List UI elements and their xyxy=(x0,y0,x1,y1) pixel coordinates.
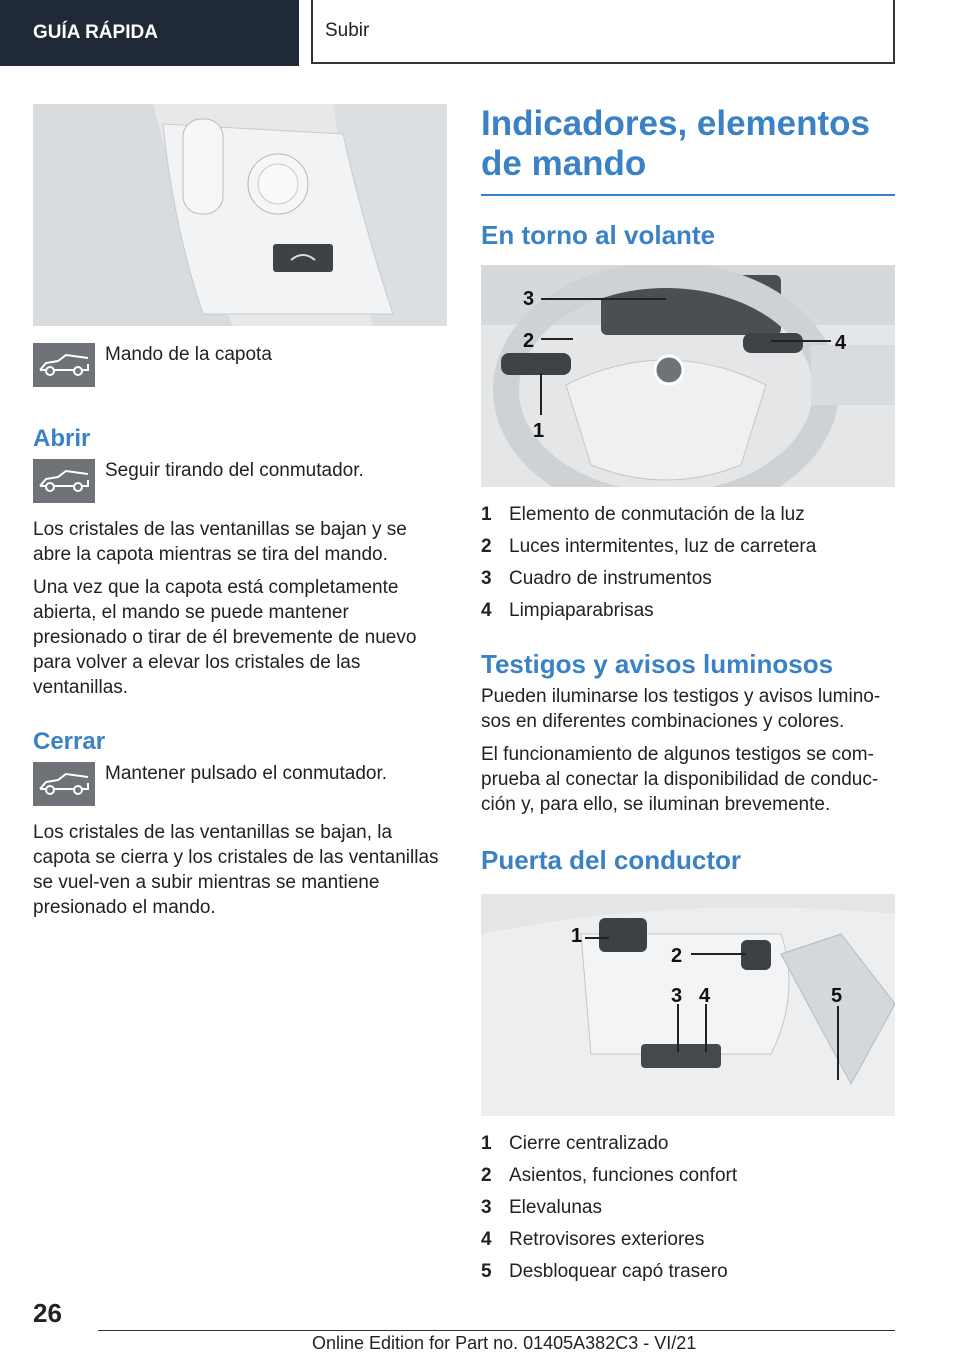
abrir-icon-row xyxy=(33,459,447,503)
callout-4: 4 xyxy=(699,985,711,1007)
convertible-car-icon xyxy=(33,459,95,503)
testigos-paragraph-1: Pueden iluminarse los testigos y avisos lumino-sos en diferentes combinaciones y colores. xyxy=(481,686,881,732)
callout-5: 5 xyxy=(831,985,843,1007)
abrir-paragraph-2: Una vez que la capota está completamente abierta, el mando se puede mantener presionado o tirar de él brevemente de nuevo para volver a elevar los cristales de las ventanillas. xyxy=(33,577,417,698)
photo-caption: Mando de la capota xyxy=(105,344,272,365)
volante-legend xyxy=(481,499,895,627)
list-item: 2 Asientos, funciones confort xyxy=(481,1165,738,1186)
callout-3: 3 xyxy=(671,985,683,1007)
abrir-heading: Abrir xyxy=(33,425,91,452)
driver-door-photo xyxy=(481,894,895,1116)
list-item: 4 Retrovisores exteriores xyxy=(481,1229,705,1250)
list-item: 5 Desbloquear capó trasero xyxy=(481,1261,728,1282)
edition-footer: Online Edition for Part no. 01405A382C3 - VI/21 xyxy=(312,1333,697,1353)
cerrar-icon-row xyxy=(33,762,447,806)
callout-1: 1 xyxy=(533,420,545,442)
callout-3: 3 xyxy=(523,288,535,310)
list-item: 3 Cuadro de instrumentos xyxy=(481,568,712,589)
right-column xyxy=(481,104,895,1288)
list-item: 2 Luces intermitentes, luz de carretera xyxy=(481,536,817,557)
section-tab xyxy=(0,0,299,66)
list-item: 3 Elevalunas xyxy=(481,1197,602,1218)
convertible-car-icon xyxy=(33,343,95,387)
soft-top-switch-photo xyxy=(33,104,447,326)
footer-rule xyxy=(98,1330,895,1331)
callout-4: 4 xyxy=(835,332,847,354)
volante-heading: En torno al volante xyxy=(481,220,716,250)
callout-2: 2 xyxy=(671,945,683,967)
cerrar-paragraph-1: Los cristales de las ventanillas se bajan, la capota se cierra y los cristales de las ventanillas se vuel-ven a subir mientras se mantiene presionado el mando. xyxy=(33,822,439,918)
list-item: 1 Cierre centralizado xyxy=(481,1133,669,1154)
list-item: 1 Elemento de conmutación de la luz xyxy=(481,504,805,525)
convertible-car-icon xyxy=(33,762,95,806)
abrir-instruction: Seguir tirando del conmutador. xyxy=(105,460,364,481)
testigos-heading: Testigos y avisos luminosos xyxy=(481,649,834,679)
cerrar-instruction: Mantener pulsado el conmutador. xyxy=(105,763,388,784)
puerta-legend xyxy=(481,1128,895,1288)
topic-tab xyxy=(311,0,895,64)
abrir-paragraph-1: Los cristales de las ventanillas se bajan y se abre la capota mientras se tira del mando. xyxy=(33,519,407,565)
callout-2: 2 xyxy=(523,330,535,352)
callout-1: 1 xyxy=(571,925,583,947)
steering-wheel-photo xyxy=(481,265,895,487)
title-rule xyxy=(481,194,895,196)
topic-label: Subir xyxy=(325,20,370,41)
list-item: 4 Limpiaparabrisas xyxy=(481,600,654,621)
left-column xyxy=(33,104,447,920)
page-number: 26 xyxy=(33,1298,62,1328)
caption-row xyxy=(33,343,447,387)
section-label: GUÍA RÁPIDA xyxy=(33,22,158,43)
page-title: Indicadores, elementos de mando xyxy=(481,104,871,183)
testigos-paragraph-2: El funcionamiento de algunos testigos se com-prueba al conectar la disponibilidad de conduc-ción y, para ello, se iluminan brevemente. xyxy=(481,744,879,815)
cerrar-heading: Cerrar xyxy=(33,728,106,755)
puerta-heading: Puerta del conductor xyxy=(481,845,742,875)
